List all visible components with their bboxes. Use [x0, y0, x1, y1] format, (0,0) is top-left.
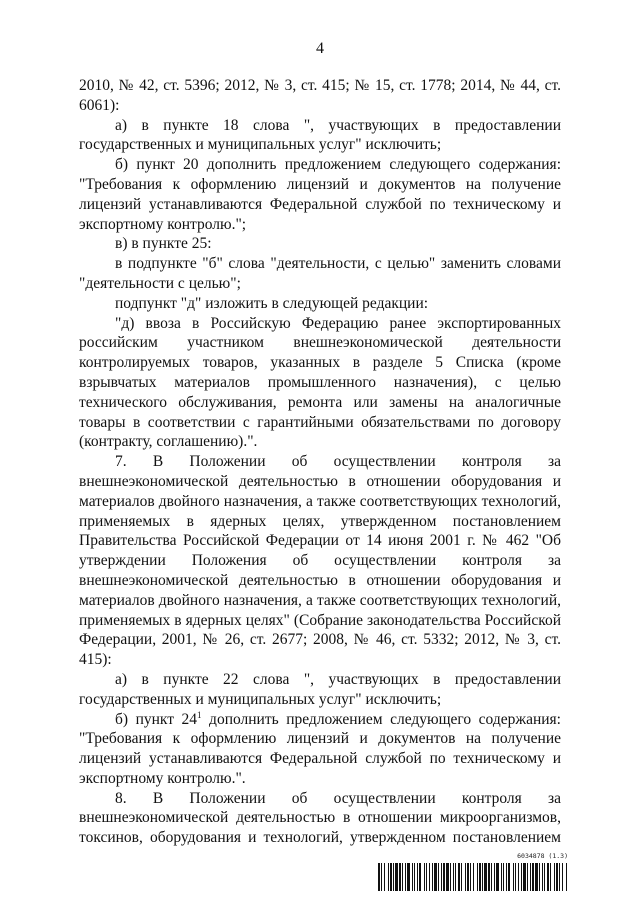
paragraph-subitem-d-text: "д) ввоза в Российскую Федерацию ранее экспортированных российским участником внешнеэкономической деятельности контролируемых товаров, указанных в разделе 5 Списка (кроме взрывчатых материалов промышленного назначения), с целью технического обслуживания, ремонта или замены на аналогичные товары в соответствии с гарантийными обязательствами по договору (контракту, соглашению).". [79, 314, 561, 451]
item-b-prefix: б) пункт 24 [115, 710, 198, 728]
paragraph-subitem-d-intro: подпункт "д" изложить в следующей редакции: [115, 294, 429, 312]
page-number: 4 [316, 40, 324, 57]
barcode-image [378, 863, 568, 891]
paragraph-citation-continuation: 2010, № 42, ст. 5396; 2012, № 3, ст. 415; № 15, ст. 1778; 2014, № 44, ст. 6061): [79, 77, 561, 114]
document-body [79, 76, 561, 848]
paragraph-subitem-b: в подпункте "б" слова "деятельности, с целью" заменить словами "деятельности с целью"; [79, 255, 561, 292]
paragraph-item-b-20: б) пункт 20 дополнить предложением следующего содержания: "Требования к оформлению лицензий и документов на получение лицензий устанавливаются Федеральной службой по техническому и экспортному контролю."; [79, 156, 561, 233]
barcode-caption: 6034878 (1.3) [517, 852, 568, 860]
item-b-text: дополнить предложением следующего содержания: "Требования к оформлению лицензий и документов на получение лицензий устанавливаются Федеральной службой по техническому и экспортному контролю.". [79, 710, 561, 787]
paragraph-item-b-24-1 [79, 710, 561, 789]
superscript-index: 1 [197, 709, 202, 720]
paragraph-section-7: 7. В Положении об осуществлении контроля за внешнеэкономической деятельностью в отношении оборудования и материалов двойного назначения, а также соответствующих технологий, применяемых в ядерных целях, утвержденном постановлением Правительства Российской Федерации от 14 июня 2001 г. № 462 "Об утверждении Положения об осуществлении контроля за внешнеэкономической деятельностью в отношении оборудования и материалов двойного назначения, а также соответствующих технологий, применяемых в ядерных целях" (Собрание законодательства Российской Федерации, 2001, № 26, ст. 2677; 2008, № 46, ст. 5332; 2012, № 3, ст. 415): [79, 453, 561, 669]
paragraph-item-v-25: в) в пункте 25: [115, 235, 212, 253]
paragraph-section-8: 8. В Положении об осуществлении контроля за внешнеэкономической деятельностью в отношении микроорганизмов, токсинов, оборудования и технологий, утвержденном постановлением [79, 789, 561, 847]
document-barcode [378, 852, 568, 894]
paragraph-item-a-18: а) в пункте 18 слова ", участвующих в предоставлении государственных и муниципальных услуг" исключить; [79, 116, 561, 154]
paragraph-item-a-22: а) в пункте 22 слова ", участвующих в предоставлении государственных и муниципальных услуг" исключить; [79, 670, 561, 708]
